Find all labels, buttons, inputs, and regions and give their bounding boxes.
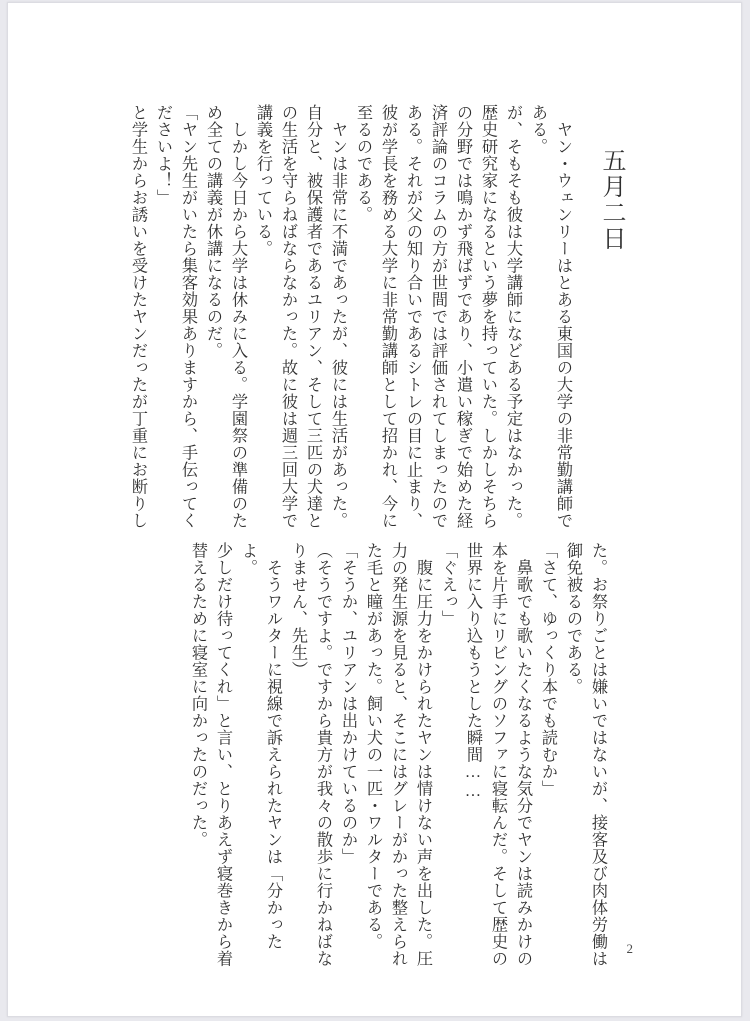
text-line: 「ヤン先生がいたら集客効果ありますから、手伝ってく [179,104,197,529]
text-line: の生活を守らねばならなかった。故に彼は週三回大学で [279,104,297,529]
text-line: 鼻歌でも歌いたくなるような気分でヤンは読みかけの [514,542,532,967]
text-line: 至るのである。 [354,104,372,223]
text-line: 彼が学長を務める大学に非常勤講師として招かれ、今に [379,104,397,529]
text-line: そうワルターに視線で訴えられたヤンは「分かったよ。 [239,542,282,950]
text-line: ある。それが父の知り合いであるシトレの目に止まり、 [404,104,422,529]
text-line: 世界に入り込もうとした瞬間…… [464,542,482,801]
text-line: 自分と、被保護者であるユリアン、そして三匹の犬達と [304,104,322,529]
text-line: ある。 [529,104,547,155]
text-line: が、そもそも彼は大学講師になどある予定はなかった。 [504,104,522,529]
text-line: 替えるために寝室に向かったのだった。 [189,542,207,848]
text-line: 済評論のコラムの方が世間では評価されてしまったので [429,104,447,529]
text-line: た毛と瞳があった。飼い犬の一匹・ワルターである。 [364,542,382,950]
lower-text-block [185,542,610,982]
text-line: 少しだけ待ってくれ」と言い、とりあえず寝巻きから着 [214,542,232,967]
text-line: と学生からお誘いを受けたヤンだったが丁重にお断りし [129,104,147,529]
text-line: 本を片手にリビングのソファに寝転んだ。そして歴史の [489,542,507,967]
text-line: の分野では鳴かず飛ばずであり、小遣い稼ぎで始めた経 [454,104,472,529]
text-line: 御免被るのである。 [564,542,582,695]
chapter-title: 五月二日 [598,148,624,252]
text-line: 歴史研究家になるという夢を持っていた。しかしそちら [479,104,497,529]
text-line: 「さて、ゆっくり本でも読むか」 [539,542,557,797]
document-page [7,2,742,1017]
upper-text-block [125,104,575,544]
text-line: 腹に圧力をかけられたヤンは情けない声を出した。圧 [414,542,432,967]
text-line: ださいよ！」 [154,104,172,206]
text-line: ヤンは非常に不満であったが、彼には生活があった。 [329,104,347,529]
text-line: 「ぐえっ」 [439,542,457,627]
text-line: 力の発生源を見ると、そこにはグレーがかった整えられ [389,542,407,967]
text-line: 「そうか、ユリアンは出かけているのか」 [339,542,357,865]
text-line: しかし今日から大学は休みに入る。学園祭の準備のた [229,104,247,529]
text-line: め全ての講義が休講になるのだ。 [204,104,222,359]
page-number: 2 [626,941,633,956]
text-line: 講義を行っている。 [254,104,272,257]
text-line: た。お祭りごとは嫌いではないが、接客及び肉体労働は [589,542,607,967]
text-line: （そうですよ。ですから貴方が我々の散歩に行かねばな [314,542,332,967]
text-line: ヤン・ウェンリーはとある東国の大学の非常勤講師で [554,104,572,529]
text-line: りません、先生） [289,542,307,678]
